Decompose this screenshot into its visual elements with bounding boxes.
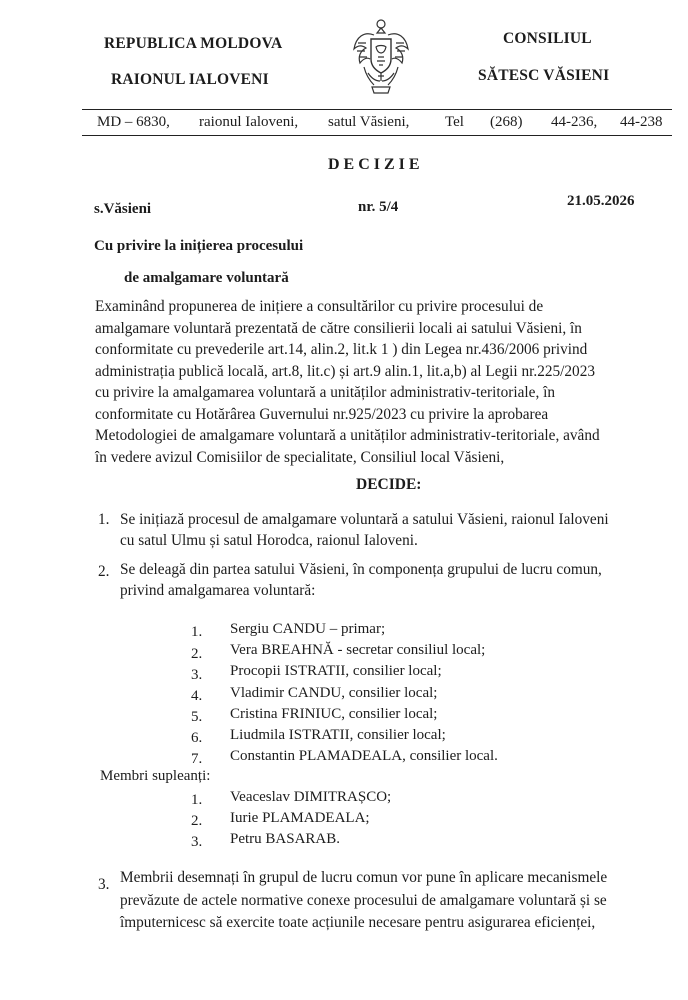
header-rule-bottom — [82, 135, 672, 136]
member-name: Cristina FRINIUC, consilier local; — [230, 706, 438, 722]
address-tel-label: Tel — [445, 114, 464, 130]
member-name: Liudmila ISTRATII, consilier local; — [230, 727, 446, 743]
decision-date: 21.05.2026 — [567, 193, 635, 209]
address-area-code: (268) — [490, 114, 523, 130]
substitute-name: Petru BASARAB. — [230, 831, 341, 847]
decision-number: nr. 5/4 — [358, 199, 399, 215]
item3-number: 3. — [98, 876, 110, 893]
substitute-name: Veaceslav DIMITRAȘCO; — [230, 789, 392, 805]
address-phone-1: 44-236, — [551, 114, 598, 130]
item2-line2: privind amalgamarea voluntară: — [120, 582, 316, 599]
header-right-line2: SĂTESC VĂSIENI — [478, 67, 610, 84]
preamble-line: amalgamare voluntară prezentată de către consilierii locali ai satului Văsieni, în — [95, 319, 582, 337]
address-district: raionul Ialoveni, — [199, 114, 299, 130]
coat-of-arms-icon — [350, 15, 412, 97]
item1-line2: cu satul Ulmu și satul Horodca, raionul Ialoveni. — [120, 532, 418, 549]
member-number: 6. — [191, 730, 203, 746]
member-name: Procopii ISTRATII, consilier local; — [230, 663, 442, 679]
item2-number: 2. — [98, 563, 110, 580]
decide-heading: DECIDE: — [356, 476, 422, 493]
item3-line: împuternicesc să exercite toate acțiunile necesare pentru asigurarea eficienței, — [120, 914, 596, 931]
header-rule-top — [82, 109, 672, 110]
item3-line: Membrii desemnați în grupul de lucru comun vor pune în aplicare mecanismele — [120, 869, 608, 886]
item1-line1: Se inițiază procesul de amalgamare voluntară a satului Văsieni, raionul Ialoveni — [120, 511, 609, 528]
header-left-line2: RAIONUL IALOVENI — [111, 71, 269, 88]
member-name: Vladimir CANDU, consilier local; — [230, 685, 438, 701]
preamble-line: cu privire la amalgamarea voluntară a unităților administrativ-teritoriale, în — [95, 384, 555, 401]
substitute-number: 1. — [191, 792, 203, 808]
item3-line: prevăzute de actele normative conexe procesului de amalgamare voluntară și se — [120, 892, 607, 909]
substitute-name: Iurie PLAMADEALA; — [230, 810, 370, 826]
member-name: Vera BREAHNĂ - secretar consiliul local; — [230, 642, 486, 658]
member-number: 4. — [191, 688, 203, 704]
address-village: satul Văsieni, — [328, 114, 410, 130]
preamble — [95, 296, 665, 468]
document-title: DECIZIE — [328, 156, 424, 173]
preamble-line: Metodologiei de amalgamare voluntară a unităților administrativ-teritoriale, având — [95, 427, 600, 444]
member-number: 1. — [191, 624, 203, 640]
item1-number: 1. — [98, 511, 110, 528]
address-postal: MD – 6830, — [97, 114, 170, 130]
member-name: Constantin PLAMADEALA, consilier local. — [230, 748, 498, 764]
decision-place: s.Văsieni — [94, 201, 152, 217]
preamble-line: în vedere avizul Comisiilor de specialitate, Consiliul local Văsieni, — [95, 448, 505, 466]
header-right-line1: CONSILIUL — [503, 30, 592, 47]
preamble-line: conformitate cu prevederile art.14, alin.2, lit.k 1 ) din Legea nr.436/2006 privind — [95, 341, 588, 358]
preamble-line: conformitate cu Hotărârea Guvernului nr.925/2023 cu privire la aprobarea — [95, 405, 549, 423]
item2-line1: Se deleagă din partea satului Văsieni, în componența grupului de lucru comun, — [120, 561, 602, 578]
member-number: 7. — [191, 751, 203, 767]
subject-line1: Cu privire la inițierea procesului — [94, 238, 304, 254]
member-number: 5. — [191, 709, 203, 725]
substitute-number: 3. — [191, 834, 203, 850]
substitutes-label: Membri supleanți: — [100, 768, 211, 784]
subject-line2: de amalgamare voluntară — [124, 270, 289, 286]
preamble-line: Examinând propunerea de inițiere a consultărilor cu privire procesului de — [95, 298, 544, 315]
address-phone-2: 44-238 — [620, 114, 663, 130]
member-number: 2. — [191, 646, 203, 662]
header-left-line1: REPUBLICA MOLDOVA — [104, 35, 283, 52]
preamble-line: administrația publică locală, art.8, lit.c) și art.9 alin.1, lit.a,b) al Legii nr.225/2023 — [95, 362, 595, 380]
member-name: Sergiu CANDU – primar; — [230, 621, 386, 637]
member-number: 3. — [191, 667, 203, 683]
substitute-number: 2. — [191, 813, 203, 829]
